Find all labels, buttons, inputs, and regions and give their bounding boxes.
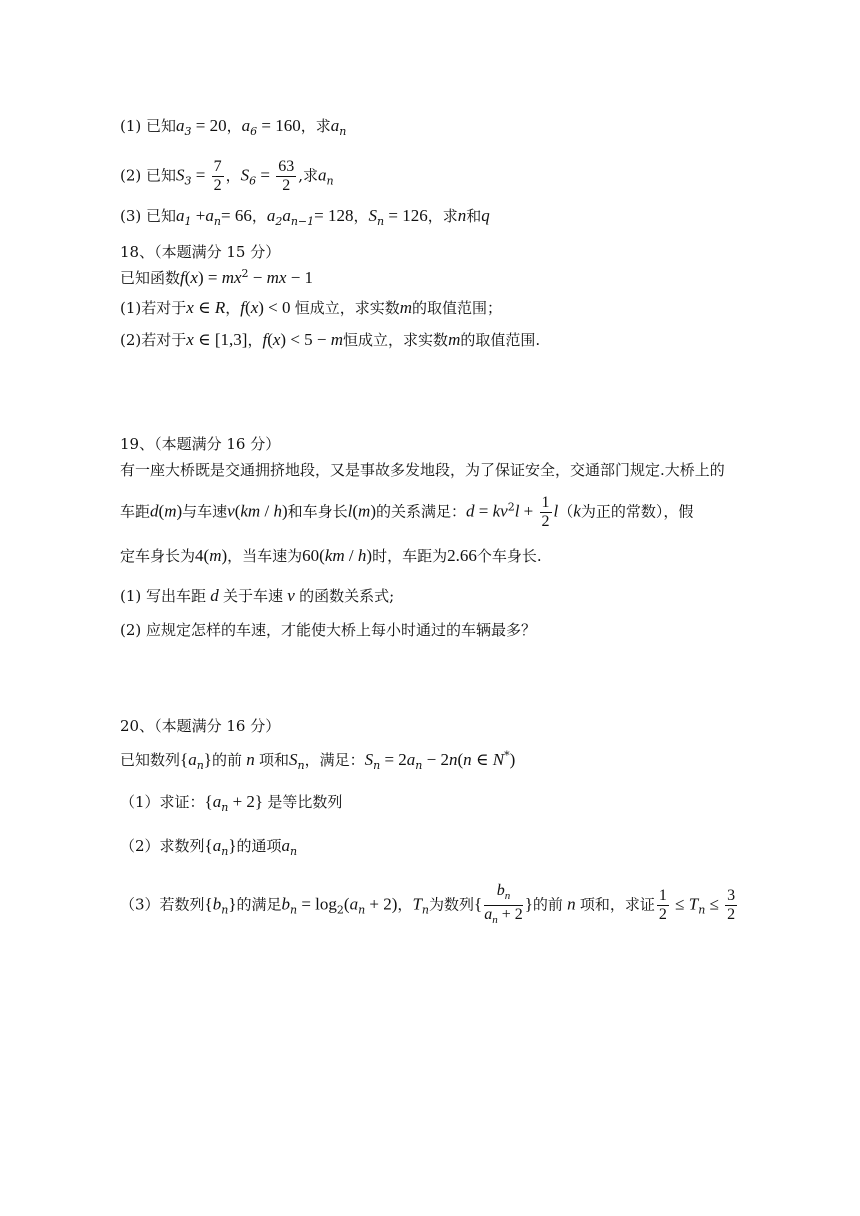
p18-q1: (1)若对于x ∈ R，f(x) < 0 恒成立，求实数m的取值范围； <box>120 298 503 317</box>
p20-header: 20、（本题满分 16 分） <box>120 717 281 735</box>
p19-q2: (2) 应规定怎样的车速，才能使大桥上每小时通过的车辆最多？ <box>120 621 537 639</box>
p20-stem: 已知数列$\{a_n\}$的前 n 项和$S_n$，满足：$S_n = 2a_n - 2n(n$ ∈ N*) <box>120 749 516 772</box>
fraction: $\frac{1}{2}$ <box>541 494 550 530</box>
fraction: $\frac{1}{2}$ <box>658 887 667 924</box>
p18-q2: (2)若对于x ∈ [1,3]，f(x) < 5 − m恒成立，求实数m的取值范围. <box>120 330 541 349</box>
p18-stem: 已知函数$f(x) = mx^2$ − mx − 1 <box>120 267 314 287</box>
p19-line1: 有一座大桥既是交通拥挤地段，又是事故多发地段，为了保证安全，交通部门规定.大桥上的 <box>120 461 725 479</box>
fraction: $\frac{b_n}{a_n + 2}$ <box>484 882 523 927</box>
fraction: $\frac{7}{2}$ <box>213 158 222 194</box>
p18-header: 18、（本题满分 15 分） <box>120 243 281 261</box>
fraction: $\frac{3}{2}$ <box>727 887 736 924</box>
p17-q1: (1) 已知$a_3 = 20$，$a_6 = 160$，求$a_n$ <box>120 116 347 138</box>
fraction: $\frac{63}{2}$ <box>278 158 295 194</box>
p19-line3: 定车身长为4(m)，当车速为60(km / h)时，车距为2.66个车身长. <box>120 546 542 565</box>
p19-header: 19、（本题满分 16 分） <box>120 435 281 453</box>
p20-q2: （2）求数列$\{a_n\}$的通项$a_n$ <box>120 836 298 858</box>
p19-line2: 车距d(m)与车速v(km / h)和车身长l(m)的关系满足：$d = kv^2l$ + $\frac{1}{2}$ l（k为正的常数），假 <box>120 494 694 530</box>
p17-q2: (2) 已知$S_3$ = $\frac{7}{2}$ ，$S_6$ = $\frac{63}{2}$ ,求$a_n$ <box>120 158 334 194</box>
p19-q1: (1) 写出车距 d 关于车速 v 的函数关系式; <box>120 586 395 605</box>
p20-q3: （3）若数列$\{b_n\}$的满足$b_n = \log_2(a_n + 2)$，$T_n$为数列{ $\frac{b_n}{a_n + 2}$ }的前 n 项和，求证 $\frac{1}{2}$ ≤ $T_n$ ≤ $\frac{3}{2}$ <box>120 882 739 929</box>
p17-q3: (3) 已知$a_1 +a_n= 66$，$a_2a_{n-1}= 128$，$S_n = 126$，求n和q <box>120 206 490 228</box>
p20-q1: （1）求证：$\{a_n + 2\}$ 是等比数列 <box>120 792 343 814</box>
